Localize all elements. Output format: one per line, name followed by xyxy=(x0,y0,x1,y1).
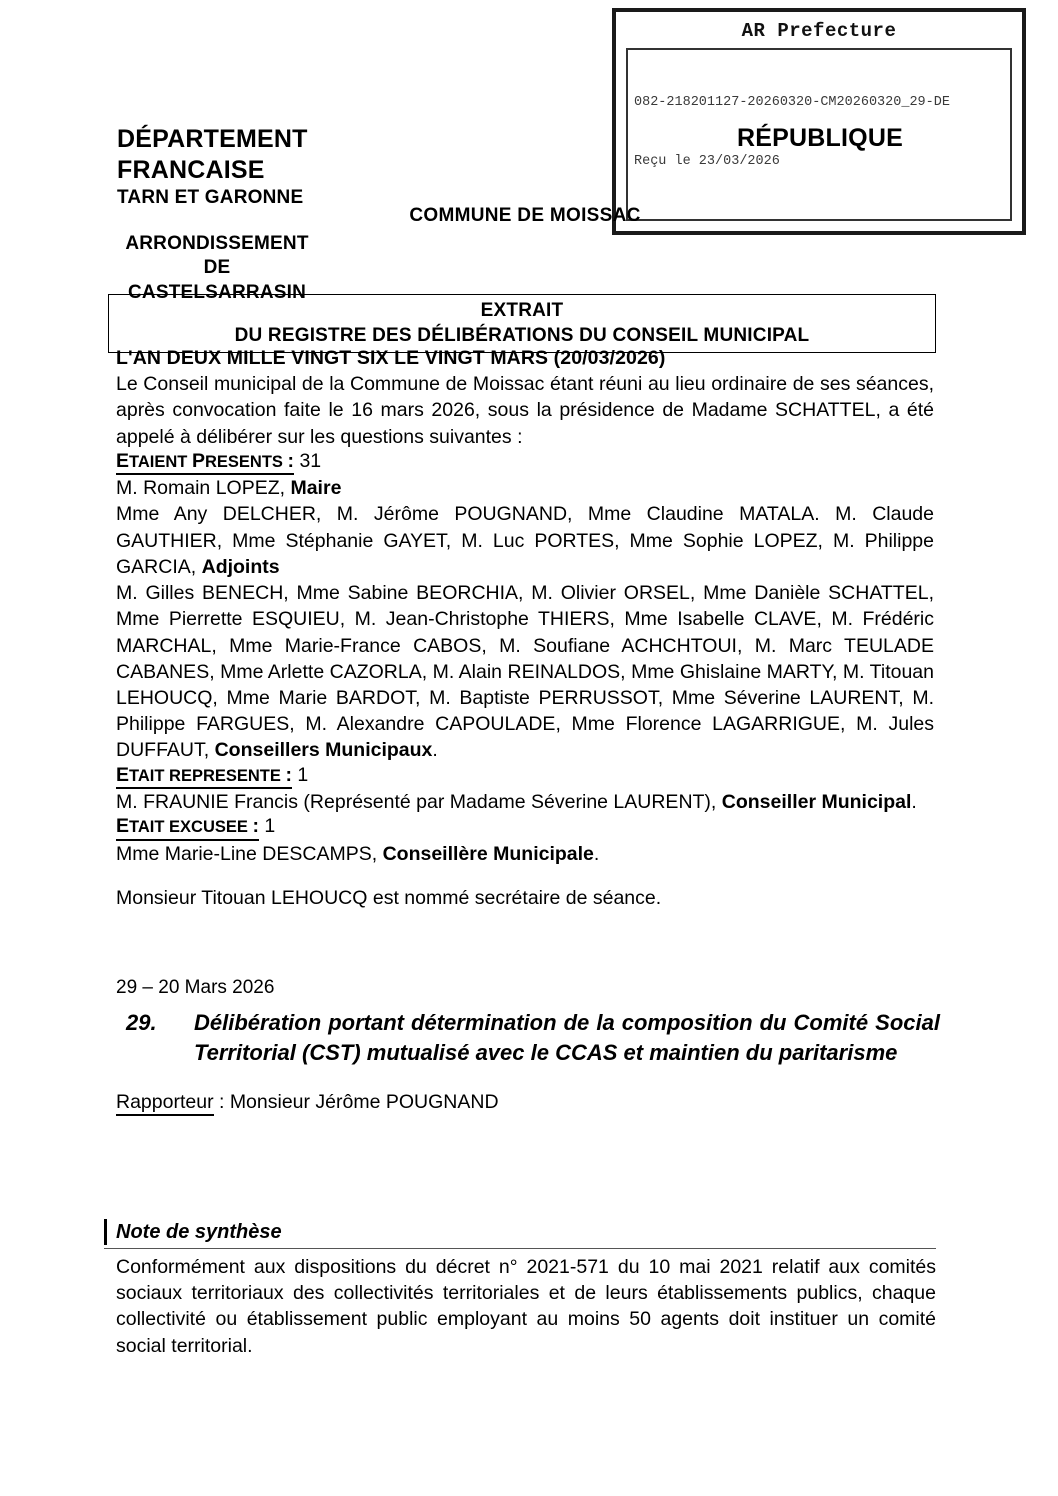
rapporteur-label: Rapporteur xyxy=(116,1091,214,1116)
excusee-line: Mme Marie-Line DESCAMPS, Conseillère Municipale. xyxy=(116,842,600,865)
represente-section xyxy=(116,764,934,816)
castelsarrasin-label: CASTELSARRASIN xyxy=(127,281,307,303)
ar-stamp-title: AR Prefecture xyxy=(741,20,897,42)
presents-label: ETAIENT PRESENTS : xyxy=(116,450,294,475)
commune-label: COMMUNE DE MOISSAC xyxy=(409,205,641,226)
note-vertical-bar-icon xyxy=(104,1219,107,1245)
rapporteur-line xyxy=(116,1089,816,1115)
francaise-label: FRANCAISE xyxy=(117,155,265,184)
adjoints-line xyxy=(116,501,934,580)
deliberation-title-block xyxy=(126,1008,940,1068)
tarn-et-garonne-label: TARN ET GARONNE xyxy=(117,187,304,208)
deliberation-title: Délibération portant détermination de la composition du Comité Social Territorial (CST) mutualisé avec le CCAS et maintien du paritarisme xyxy=(194,1010,940,1065)
presents-section xyxy=(116,450,934,764)
excusee-role: Conseillère Municipale xyxy=(382,842,594,865)
ar-stamp-received-date: Reçu le 23/03/2026 xyxy=(634,153,780,169)
adjoints-names: Mme Any DELCHER, M. Jérôme POUGNAND, Mme Claudine MATALA. M. Claude GAUTHIER, Mme Stéphanie GAYET, M. Luc PORTES, Mme Sophie LOPEZ, M. Philippe GARCIA, xyxy=(116,503,934,578)
represente-role: Conseiller Municipal xyxy=(721,791,912,814)
document-header xyxy=(0,124,1058,303)
represente-label: ETAIT REPRESENTE : xyxy=(116,764,292,789)
conseillers-names: M. Gilles BENECH, Mme Sabine BEORCHIA, M. Olivier ORSEL, Mme Danièle SCHATTEL, Mme Pierrette ESQUIEU, M. Jean-Christophe THIERS, Mme Isabelle CLAVE, M. Frédéric MARCHAL, Mme Marie-France CABOS, M. Soufiane ACHCHTOUI, M. Marc TEULADE CABANES, Mme Arlette CAZORLA, M. Alain REINALDOS, Mme Ghislaine MARTY, M. Titouan LEHOUCQ, Mme Marie BARDOT, M. Baptiste PERRUSSOT, Mme Séverine LAURENT, M. Philippe FARGUES, M. Alexandre CAPOULADE, Mme Florence LAGARRIGUE, M. Jules DUFFAUT, xyxy=(116,582,934,762)
republique-label: RÉPUBLIQUE xyxy=(737,124,903,152)
conseillers-line xyxy=(116,580,934,764)
deliberation-title-text xyxy=(126,1008,940,1068)
excusee-name: Mme Marie-Line DESCAMPS, xyxy=(116,842,383,865)
maire-name: M. Romain LOPEZ, xyxy=(116,477,291,500)
deliberation-number-date: 29 – 20 Mars 2026 xyxy=(116,977,275,998)
rapporteur-value: : Monsieur Jérôme POUGNAND xyxy=(213,1091,499,1113)
note-de-synthese-section xyxy=(104,1219,936,1359)
departement-label: DÉPARTEMENT xyxy=(117,125,308,153)
excusee-section xyxy=(116,815,934,867)
note-de-synthese-text: Conformément aux dispositions du décret n° 2021-571 du 10 mai 2021 relatif aux comités sociaux territoriaux des collectivités territoriales et de leurs établissements publics, chaque collectivité ou établissement public employant au moins 50 agents doit instituer un comité social territorial. xyxy=(116,1256,936,1357)
represente-name: M. FRAUNIE Francis (Représenté par Madame Séverine LAURENT), xyxy=(116,791,722,814)
maire-line xyxy=(116,475,934,501)
presents-label-row xyxy=(116,450,934,475)
excusee-label: ETAIT EXCUSEE : xyxy=(116,815,259,840)
represente-label-row xyxy=(116,764,934,789)
departement-block xyxy=(117,124,447,210)
extrait-subtitle: DU REGISTRE DES DÉLIBÉRATIONS DU CONSEIL MUNICIPAL xyxy=(234,325,810,347)
represente-line: M. FRAUNIE Francis (Représenté par Madame Séverine LAURENT), Conseiller Municipal. xyxy=(116,791,917,814)
excusee-label-row xyxy=(116,815,934,840)
arrondissement-label: ARRONDISSEMENT xyxy=(125,233,309,254)
extrait-title: EXTRAIT xyxy=(480,300,564,321)
document-body xyxy=(116,345,934,867)
session-date-heading: L'AN DEUX MILLE VINGT SIX LE VINGT MARS (20/03/2026) xyxy=(116,347,666,369)
conseillers-role-end: . xyxy=(432,739,438,762)
deliberation-number: 29. xyxy=(126,1010,157,1035)
adjoints-role: Adjoints xyxy=(201,555,280,578)
represente-count: 1 xyxy=(297,763,309,786)
note-title-row xyxy=(104,1219,936,1249)
ar-stamp-reference: 082-218201127-20260320-CM20260320_29-DE xyxy=(634,95,950,111)
excusee-count: 1 xyxy=(264,815,276,838)
convocation-paragraph: Le Conseil municipal de la Commune de Moissac étant réuni au lieu ordinaire de ses séances, après convocation faite le 16 mars 2026, sous la présidence de Madame SCHATTEL, a été appelé à délibérer sur les questions suivantes : xyxy=(116,373,934,448)
note-de-synthese-title: Note de synthèse xyxy=(116,1221,282,1243)
maire-role: Maire xyxy=(290,477,342,500)
presents-count: 31 xyxy=(299,449,322,472)
secretary-line: Monsieur Titouan LEHOUCQ est nommé secrétaire de séance. xyxy=(116,887,662,909)
arrondissement-de-label: DE xyxy=(203,257,231,279)
conseillers-role: Conseillers Municipaux xyxy=(214,739,433,762)
